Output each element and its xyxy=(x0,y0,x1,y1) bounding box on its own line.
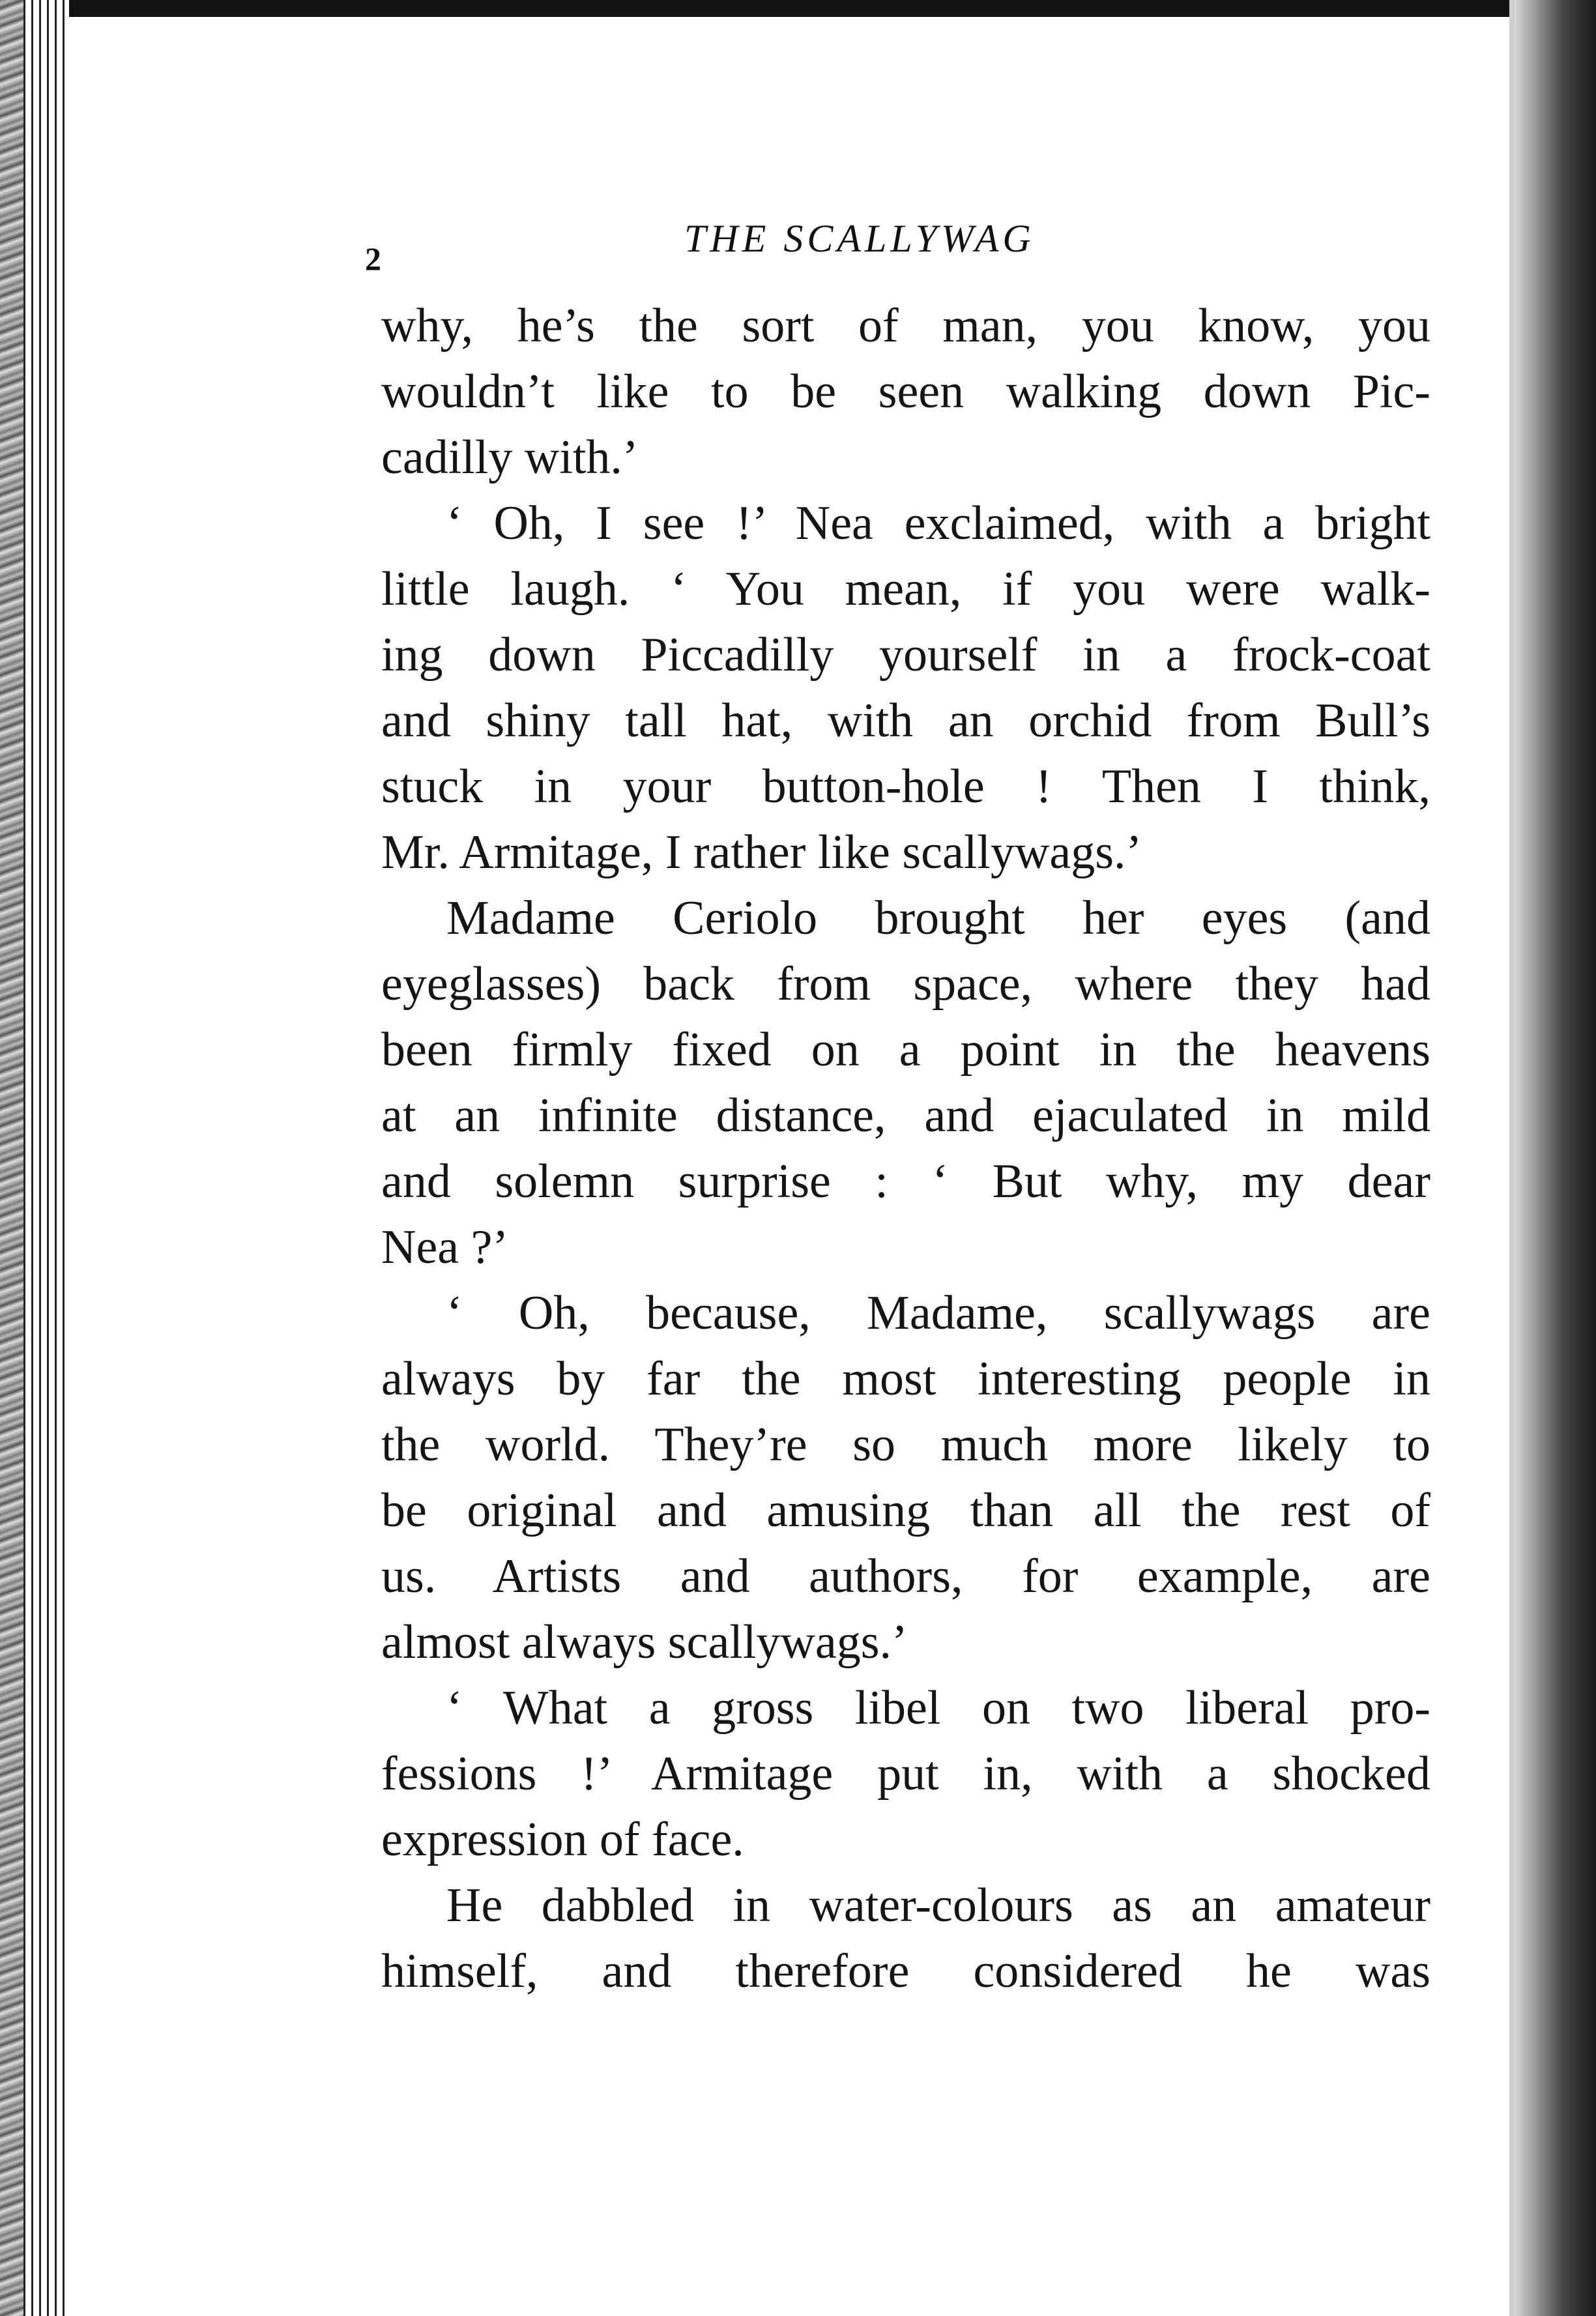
running-title: THE SCALLYWAG xyxy=(684,217,1035,260)
book-gutter xyxy=(1515,0,1596,2316)
text-line: eyeglasses) back from space, where they had xyxy=(381,957,1430,1011)
body-text xyxy=(381,293,1430,2005)
text-line: ‘ What a gross libel on two liberal pro- xyxy=(446,1681,1430,1735)
text-line: expression of face. xyxy=(381,1813,744,1866)
text-line: the world. They’re so much more likely to xyxy=(381,1418,1430,1471)
text-line: ing down Piccadilly yourself in a frock-coat xyxy=(381,628,1430,682)
text-line: cadilly with.’ xyxy=(381,431,639,484)
text-line: fessions !’ Armitage put in, with a shocked xyxy=(381,1747,1430,1801)
endpaper-pattern xyxy=(0,0,23,2316)
text-line: He dabbled in water-colours as an amateur xyxy=(446,1879,1430,1932)
page-header xyxy=(365,209,1231,277)
text-line: at an infinite distance, and ejaculated in mild xyxy=(381,1089,1430,1142)
text-line: almost always scallywags.’ xyxy=(381,1615,908,1669)
text-line: Nea ?’ xyxy=(381,1221,509,1274)
text-line: and solemn surprise : ‘ But why, my dear xyxy=(381,1155,1430,1208)
text-line: himself, and therefore considered he was xyxy=(381,1945,1430,1998)
text-line: Madame Ceriolo brought her eyes (and xyxy=(446,891,1430,945)
text-line: ‘ Oh, I see !’ Nea exclaimed, with a bright xyxy=(446,497,1430,550)
text-line: us. Artists and authors, for example, are xyxy=(381,1550,1430,1603)
gutter-edge xyxy=(1509,0,1515,2316)
page-edges xyxy=(23,0,69,2316)
text-line: stuck in your button-hole ! Then I think, xyxy=(381,760,1430,813)
text-line: wouldn’t like to be seen walking down Pic- xyxy=(381,365,1430,418)
page-number: 2 xyxy=(365,240,381,277)
text-line: ‘ Oh, because, Madame, scallywags are xyxy=(446,1286,1430,1340)
text-line: be original and amusing than all the rest of xyxy=(381,1484,1430,1537)
text-line: little laugh. ‘ You mean, if you were walk- xyxy=(381,562,1430,616)
scan-border xyxy=(0,0,1596,17)
text-line: and shiny tall hat, with an orchid from Bull’s xyxy=(381,694,1430,747)
text-line: been firmly fixed on a point in the heavens xyxy=(381,1023,1430,1077)
text-line: why, he’s the sort of man, you know, you xyxy=(381,299,1430,353)
text-line: always by far the most interesting people in xyxy=(381,1352,1430,1406)
text-line: Mr. Armitage, I rather like scallywags.’ xyxy=(381,826,1142,879)
